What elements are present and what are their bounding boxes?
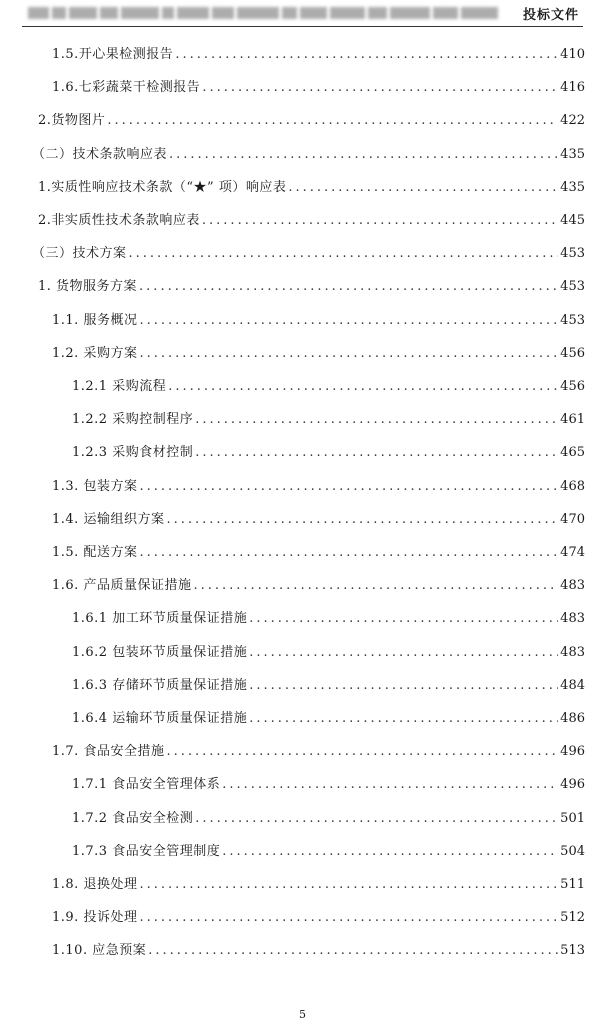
toc-entry-page: 483 [560, 644, 585, 660]
toc-entry-title: 1.9. 投诉处理 [52, 910, 138, 926]
toc-entry-page: 496 [560, 744, 585, 760]
toc-entry-title: 1.10. 应急预案 [52, 943, 147, 959]
toc-entry[interactable] [0, 643, 585, 663]
toc-dot-leader [222, 842, 558, 862]
toc-entry[interactable] [0, 775, 585, 795]
toc-entry-page: 496 [560, 777, 585, 793]
toc-entry-page: 474 [560, 545, 585, 560]
toc-entry-title: 2.非实质性技术条款响应表 [38, 213, 200, 228]
toc-entry-page: 461 [560, 412, 585, 428]
toc-entry-page: 483 [560, 611, 585, 627]
toc-entry[interactable] [0, 145, 585, 165]
toc-entry[interactable] [0, 377, 585, 397]
toc-dot-leader [195, 443, 558, 463]
toc-dot-leader [139, 344, 558, 364]
toc-entry-title: 1.2.3 采购食材控制 [72, 445, 194, 461]
toc-entry[interactable] [0, 875, 585, 895]
toc-entry-page: 435 [560, 146, 585, 162]
toc-dot-leader [107, 111, 558, 131]
toc-dot-leader [139, 908, 558, 928]
toc-entry-page: 504 [560, 843, 585, 859]
toc-entry-page: 435 [560, 179, 585, 195]
toc-entry[interactable] [0, 111, 585, 131]
toc-entry-page: 486 [560, 711, 585, 726]
toc-entry[interactable] [0, 211, 585, 231]
toc-dot-leader [195, 809, 558, 829]
toc-dot-leader [202, 211, 558, 231]
toc-dot-leader [139, 875, 558, 895]
toc-entry[interactable] [0, 443, 585, 463]
toc-entry-title: 1.8. 退换处理 [52, 877, 138, 892]
toc-entry-title: 1.1. 服务概况 [52, 312, 138, 328]
toc-entry[interactable] [0, 178, 585, 198]
toc-entry-title: 1.5. 配送方案 [52, 545, 138, 560]
toc-entry[interactable] [0, 609, 585, 629]
toc-entry-page: 483 [560, 578, 585, 594]
toc-entry[interactable] [0, 908, 585, 928]
toc-entry-page: 456 [560, 379, 585, 394]
toc-dot-leader [195, 410, 558, 430]
toc-entry-title: 1.6.3 存储环节质量保证措施 [72, 677, 248, 693]
toc-entry[interactable] [0, 809, 585, 829]
toc-entry[interactable] [0, 709, 585, 729]
toc-dot-leader [169, 145, 558, 165]
toc-dot-leader [139, 311, 558, 331]
redacted-header-text [28, 7, 498, 19]
toc-entry-page: 453 [560, 312, 585, 328]
toc-dot-leader [249, 609, 558, 629]
toc-entry[interactable] [0, 510, 585, 530]
toc-entry-title: 1.4. 运输组织方案 [52, 511, 165, 527]
toc-entry[interactable] [0, 78, 585, 98]
toc-entry-title: 1.7.3 食品安全管理制度 [72, 843, 221, 859]
toc-dot-leader [288, 178, 558, 198]
toc-entry-page: 470 [560, 511, 585, 527]
page-header [22, 0, 583, 27]
toc-dot-leader [193, 576, 558, 596]
toc-dot-leader [166, 742, 558, 762]
toc-entry-title: （三）技术方案 [32, 246, 127, 262]
toc-dot-leader [249, 676, 558, 696]
toc-entry-page: 422 [560, 113, 585, 129]
toc-entry-page: 456 [560, 345, 585, 361]
toc-entry-title: 2.货物图片 [38, 113, 106, 129]
toc-entry-title: 1.6.4 运输环节质量保证措施 [72, 711, 248, 726]
toc-dot-leader [249, 709, 558, 729]
toc-entry-page: 453 [560, 279, 585, 295]
toc-entry-page: 453 [560, 246, 585, 262]
toc-entry[interactable] [0, 543, 585, 563]
toc-entry-title: （二）技术条款响应表 [32, 146, 168, 162]
toc-dot-leader [175, 45, 558, 65]
toc-entry-page: 501 [560, 810, 585, 826]
toc-entry-title: 1. 货物服务方案 [38, 279, 138, 295]
toc-dot-leader [166, 510, 558, 530]
toc-entry-page: 416 [560, 80, 585, 96]
toc-dot-leader [139, 277, 558, 297]
toc-entry[interactable] [0, 941, 585, 961]
toc-entry-title: 1.6.七彩蔬菜干检测报告 [52, 80, 201, 96]
toc-dot-leader [222, 775, 558, 795]
toc-entry-page: 484 [560, 677, 585, 693]
toc-entry-title: 1.3. 包装方案 [52, 478, 138, 494]
toc-entry-title: 1.7.1 食品安全管理体系 [72, 777, 221, 793]
toc-entry-page: 445 [560, 213, 585, 228]
toc-dot-leader [139, 543, 558, 563]
toc-entry[interactable] [0, 277, 585, 297]
toc-dot-leader [168, 377, 558, 397]
toc-entry-page: 465 [560, 445, 585, 461]
toc-entry-title: 1.6.2 包装环节质量保证措施 [72, 644, 248, 660]
toc-entry[interactable] [0, 477, 585, 497]
toc-entry[interactable] [0, 344, 585, 364]
toc-dot-leader [249, 643, 558, 663]
toc-entry-title: 1.6.1 加工环节质量保证措施 [72, 611, 248, 627]
toc-entry[interactable] [0, 45, 585, 65]
toc-entry[interactable] [0, 311, 585, 331]
toc-entry[interactable] [0, 576, 585, 596]
toc-entry-title: 1.2. 采购方案 [52, 345, 138, 361]
toc-entry-page: 512 [560, 910, 585, 926]
toc-dot-leader [148, 941, 558, 961]
toc-entry-page: 410 [560, 47, 585, 62]
toc-entry-title: 1.7.2 食品安全检测 [72, 810, 194, 826]
toc-dot-leader [129, 244, 559, 264]
footer-page-number: 5 [299, 1008, 306, 1021]
toc-entry-title: 1.2.2 采购控制程序 [72, 412, 194, 428]
toc-dot-leader [202, 78, 558, 98]
toc-entry[interactable] [0, 410, 585, 430]
toc-entry[interactable] [0, 676, 585, 696]
toc-entry[interactable] [0, 244, 585, 264]
toc-entry[interactable] [0, 742, 585, 762]
toc-entry-title: 1.实质性响应技术条款（“★” 项）响应表 [38, 179, 287, 195]
toc-entry-title: 1.2.1 采购流程 [72, 379, 167, 394]
toc-entry-title: 1.5.开心果检测报告 [52, 47, 174, 62]
toc-entry-page: 513 [560, 943, 585, 959]
header-title: 投标文件 [522, 8, 579, 23]
toc-entry-page: 511 [560, 877, 585, 892]
toc-entry-title: 1.6. 产品质量保证措施 [52, 578, 192, 594]
toc-dot-leader [139, 477, 558, 497]
toc-entry[interactable] [0, 842, 585, 862]
toc-entry-page: 468 [560, 478, 585, 494]
toc-entry-title: 1.7. 食品安全措施 [52, 744, 165, 760]
